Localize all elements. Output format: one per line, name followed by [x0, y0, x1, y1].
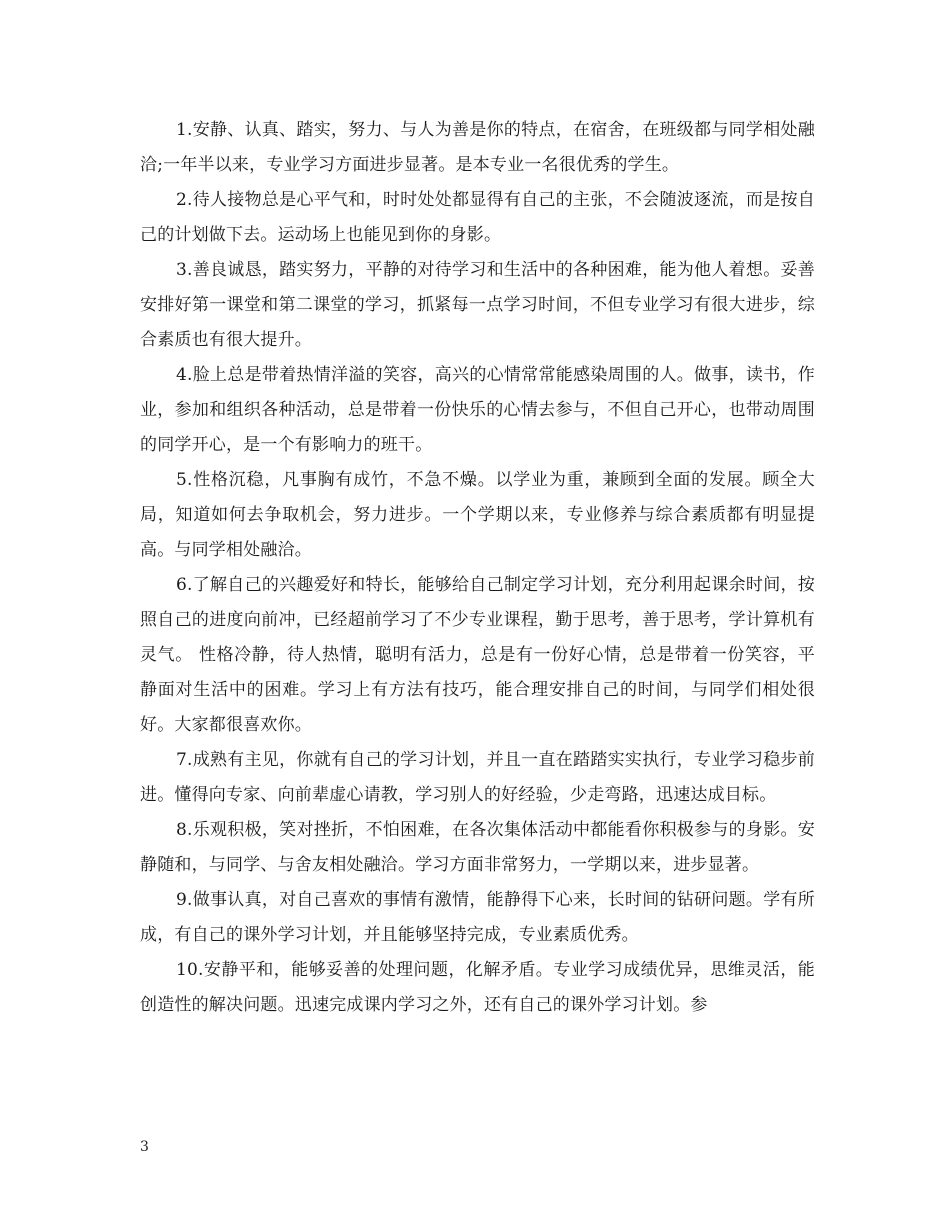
document-body: [140, 113, 815, 1023]
paragraph-7: 7.成熟有主见，你就有自己的学习计划，并且一直在踏踏实实执行，专业学习稳步前进。懂得向专家、向前辈虚心请教，学习别人的好经验，少走弯路，迅速达成目标。: [140, 750, 815, 805]
paragraph-8: 8.乐观积极，笑对挫折，不怕困难，在各次集体活动中都能看你积极参与的身影。安静随和，与同学、与舍友相处融洽。学习方面非常努力，一学期以来，进步显著。: [140, 820, 815, 875]
paragraph-5: 5.性格沉稳，凡事胸有成竹，不急不燥。以学业为重，兼顾到全面的发展。顾全大局，知道如何去争取机会，努力进步。一个学期以来，专业修养与综合素质都有明显提高。与同学相处融洽。: [140, 470, 815, 560]
paragraph-9: 9.做事认真，对自己喜欢的事情有激情，能静得下心来，长时间的钻研问题。学有所成，有自己的课外学习计划，并且能够坚持完成，专业素质优秀。: [140, 890, 815, 945]
paragraph-3: 3.善良诚恳，踏实努力，平静的对待学习和生活中的各种困难，能为他人着想。妥善安排好第一课堂和第二课堂的学习，抓紧每一点学习时间，不但专业学习有很大进步，综合素质也有很大提升。: [140, 260, 815, 350]
paragraph-10: 10.安静平和，能够妥善的处理问题，化解矛盾。专业学习成绩优异，思维灵活，能创造性的解决问题。迅速完成课内学习之外，还有自己的课外学习计划。参: [140, 960, 815, 1015]
page-number: 3: [140, 1139, 149, 1155]
paragraph-2: 2.待人接物总是心平气和，时时处处都显得有自己的主张，不会随波逐流，而是按自己的计划做下去。运动场上也能见到你的身影。: [140, 190, 815, 245]
paragraph-4: 4.脸上总是带着热情洋溢的笑容，高兴的心情常常能感染周围的人。做事，读书，作业，参加和组织各种活动，总是带着一份快乐的心情去参与，不但自己开心，也带动周围的同学开心，是一个有影响力的班干。: [140, 365, 815, 455]
paragraph-6: 6.了解自己的兴趣爱好和特长，能够给自己制定学习计划，充分利用起课余时间，按照自己的进度向前冲，已经超前学习了不少专业课程，勤于思考，善于思考，学计算机有灵气。 性格冷静，待人热情，聪明有活力，总是有一份好心情，总是带着一份笑容，平静面对生活中的困难。学习上有方法有技巧，能合理安排自己的时间，与同学们相处很好。大家都很喜欢你。: [140, 575, 815, 735]
paragraph-1: 1.安静、认真、踏实，努力、与人为善是你的特点，在宿舍，在班级都与同学相处融洽;一年半以来，专业学习方面进步显著。是本专业一名很优秀的学生。: [140, 120, 815, 175]
